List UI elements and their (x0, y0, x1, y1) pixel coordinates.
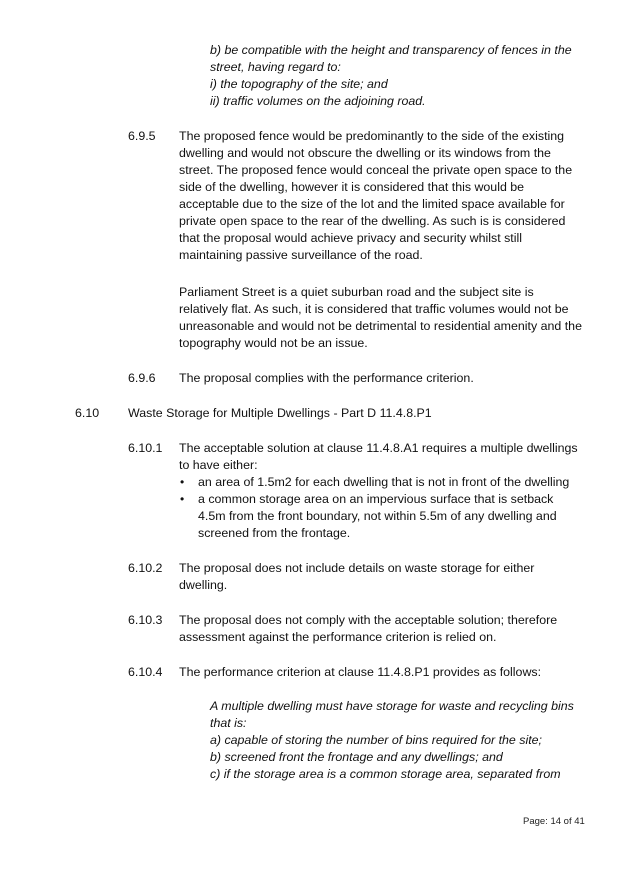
paragraph-line: The proposal does not include details on waste storage for either (179, 561, 535, 575)
paragraph-line: dwelling. (179, 578, 228, 592)
paragraph-line: topography would not be an issue. (179, 336, 368, 350)
paragraph-line: Parliament Street is a quiet suburban road and the subject site is (179, 285, 534, 299)
paragraph-line: assessment against the performance criterion is relied on. (179, 630, 497, 644)
paragraph-line: side of the dwelling, however it is considered that this would be (179, 180, 525, 194)
paragraph-line: maintaining passive surveillance of the road. (179, 248, 423, 262)
bullet-icon: • (180, 475, 185, 489)
section-heading: Waste Storage for Multiple Dwellings - Part D 11.4.8.P1 (128, 406, 432, 420)
page-number: Page: 14 of 41 (523, 816, 585, 827)
section-number: 6.9.5 (128, 129, 156, 143)
bullet-icon: • (180, 492, 185, 506)
quote-line: A multiple dwelling must have storage for waste and recycling bins (210, 699, 574, 713)
quote-line: street, having regard to: (210, 60, 341, 74)
quote-line: i) the topography of the site; and (210, 77, 388, 91)
section-number: 6.10.4 (128, 665, 163, 679)
section-number: 6.10.2 (128, 561, 163, 575)
quote-line: a) capable of storing the number of bins required for the site; (210, 733, 542, 747)
section-number: 6.10.3 (128, 613, 163, 627)
quote-line: that is: (210, 716, 247, 730)
paragraph-line: relatively flat. As such, it is considered that traffic volumes would not be (179, 302, 569, 316)
paragraph-line: The proposal does not comply with the acceptable solution; therefore (179, 613, 558, 627)
paragraph-line: to have either: (179, 458, 258, 472)
paragraph-line: acceptable due to the size of the lot and the limited space available for (179, 197, 565, 211)
paragraph-line: The acceptable solution at clause 11.4.8.A1 requires a multiple dwellings (179, 441, 578, 455)
bullet-text: an area of 1.5m2 for each dwelling that is not in front of the dwelling (198, 475, 570, 489)
quote-line: b) screened front the frontage and any dwellings; and (210, 750, 503, 764)
paragraph-line: unreasonable and would not be detrimental to residential amenity and the (179, 319, 582, 333)
bullet-text: screened from the frontage. (198, 526, 351, 540)
section-number: 6.10 (75, 406, 100, 420)
quote-line: b) be compatible with the height and transparency of fences in the (210, 43, 572, 57)
paragraph-line: dwelling and would not obscure the dwelling or its windows from the (179, 146, 551, 160)
section-number: 6.9.6 (128, 371, 156, 385)
section-number: 6.10.1 (128, 441, 163, 455)
quote-line: c) if the storage area is a common storage area, separated from (210, 767, 561, 781)
paragraph-line: The proposal complies with the performance criterion. (179, 371, 474, 385)
paragraph-line: The performance criterion at clause 11.4.8.P1 provides as follows: (179, 665, 542, 679)
paragraph-line: street. The proposed fence would conceal the private open space to the (179, 163, 573, 177)
paragraph-line: that the proposal would achieve privacy and security whilst still (179, 231, 522, 245)
bullet-text: a common storage area on an impervious surface that is setback (198, 492, 554, 506)
quote-line: ii) traffic volumes on the adjoining road. (210, 94, 426, 108)
paragraph-line: The proposed fence would be predominantly to the side of the existing (179, 129, 565, 143)
paragraph-line: private open space to the rear of the dwelling. As such is is considered (179, 214, 566, 228)
bullet-text: 4.5m from the front boundary, not within 5.5m of any dwelling and (198, 509, 557, 523)
